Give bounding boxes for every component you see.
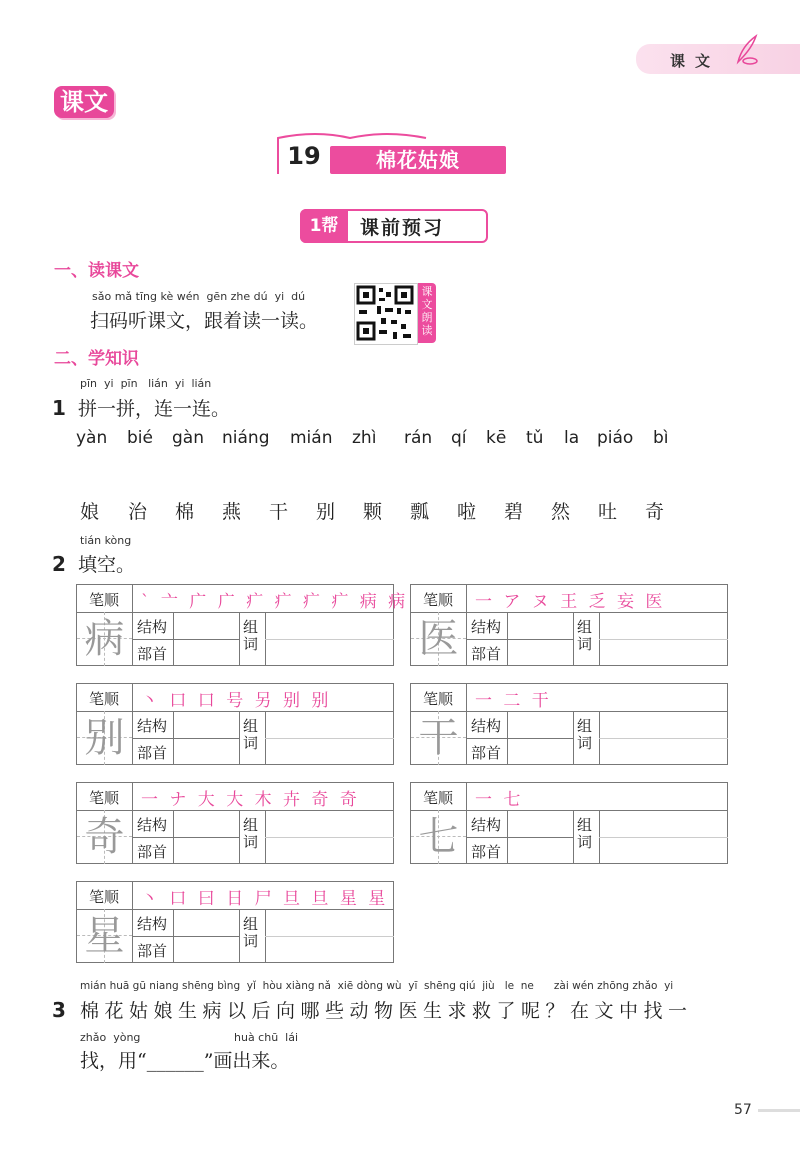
stroke-order: 丶 口 口 号 另 别 别	[141, 691, 332, 711]
q1-text: 拼一拼，连一连。	[78, 398, 231, 420]
bushou-label: 部首	[471, 744, 502, 762]
syllable[interactable]: qí	[451, 428, 467, 448]
character[interactable]: 奇	[645, 501, 665, 523]
syllable[interactable]: tǔ	[526, 428, 544, 448]
page-number: 57	[734, 1102, 752, 1118]
stroke-order: ` 亠 广 广 疒 疒 疒 疒 病 病	[141, 592, 409, 612]
bushou-label: 部首	[137, 744, 168, 762]
section-badge: 课文	[54, 86, 114, 118]
syllable[interactable]: zhì	[352, 428, 377, 448]
jiegou-label: 结构	[137, 618, 168, 636]
page-line	[758, 1109, 800, 1112]
header-tab-label: 课文	[670, 52, 721, 70]
stroke-card	[410, 782, 728, 864]
bushou-label: 部首	[137, 942, 168, 960]
q3-pinyin-line2a: zhǎo yòng	[80, 1031, 141, 1044]
zuci-label: 组词	[577, 717, 593, 752]
syllable[interactable]: piáo	[597, 428, 634, 448]
q3-number: 3	[52, 998, 66, 1022]
jiegou-label: 结构	[137, 816, 168, 834]
stroke-order: 一 七	[475, 790, 524, 810]
part1-heading: 一、读课文	[54, 261, 139, 281]
stroke-order: 一 二 干	[475, 691, 552, 711]
part1-pinyin: sǎo mǎ tīng kè wén gēn zhe dú yi dú	[92, 290, 306, 303]
subheading-tag: 1帮	[300, 209, 348, 243]
jiegou-label: 结构	[471, 618, 502, 636]
syllable[interactable]: niáng	[222, 428, 270, 448]
part2-heading: 二、学知识	[54, 349, 139, 369]
bishun-label: 笔顺	[423, 789, 454, 807]
syllable[interactable]: yàn	[76, 428, 108, 448]
q3-pinyin-line2b: huà chū lái	[234, 1031, 299, 1044]
bishun-label: 笔顺	[89, 690, 120, 708]
character[interactable]: 干	[269, 501, 289, 523]
q2-text: 填空。	[78, 554, 136, 576]
practice-character: 别	[84, 715, 125, 761]
bishun-label: 笔顺	[423, 591, 454, 609]
practice-character: 奇	[84, 814, 125, 860]
zuci-label: 组词	[243, 618, 259, 653]
stroke-card	[410, 683, 728, 765]
jiegou-label: 结构	[137, 717, 168, 735]
q1-syllable-row	[0, 428, 800, 452]
zuci-label: 组词	[243, 915, 259, 950]
character[interactable]: 棉	[175, 501, 195, 523]
zuci-label: 组词	[243, 816, 259, 851]
qr-label: 课文朗读	[418, 283, 436, 343]
bushou-label: 部首	[471, 645, 502, 663]
q3-pinyin-line1: mián huā gū niang shēng bìng yǐ hòu xiàng nǎ xiē dòng wù yī shēng qiú jiù le ne zài wén zhōng zhǎo yi	[80, 980, 674, 992]
q2-number: 2	[52, 552, 66, 576]
zuci-label: 组词	[243, 717, 259, 752]
syllable[interactable]: la	[564, 428, 580, 448]
q3-text-line2[interactable]: 找，用“______”画出来。	[80, 1050, 290, 1072]
stroke-card	[410, 584, 728, 666]
syllable[interactable]: rán	[404, 428, 433, 448]
syllable[interactable]: mián	[290, 428, 333, 448]
character[interactable]: 别	[316, 501, 336, 523]
q1-number: 1	[52, 396, 66, 420]
quill-icon	[732, 34, 760, 66]
stroke-order: 一 ナ 大 大 木 卉 奇 奇	[141, 790, 360, 810]
bishun-label: 笔顺	[423, 690, 454, 708]
stroke-card	[76, 683, 394, 765]
zuci-label: 组词	[577, 618, 593, 653]
q3-text-line1: 棉花姑娘生病以后向哪些动物医生求救了呢？在文中找一	[80, 1000, 693, 1022]
character[interactable]: 碧	[504, 501, 524, 523]
jiegou-label: 结构	[471, 816, 502, 834]
q1-character-row	[0, 497, 800, 525]
stroke-card	[76, 782, 394, 864]
syllable[interactable]: bié	[127, 428, 153, 448]
stroke-card	[76, 881, 394, 963]
syllable[interactable]: gàn	[172, 428, 204, 448]
subheading-title: 课前预习	[360, 217, 445, 239]
bushou-label: 部首	[137, 645, 168, 663]
qr-code-icon[interactable]	[354, 283, 418, 345]
bishun-label: 笔顺	[89, 888, 120, 906]
jiegou-label: 结构	[137, 915, 168, 933]
bushou-label: 部首	[137, 843, 168, 861]
practice-character: 星	[84, 913, 125, 959]
practice-character: 干	[418, 715, 459, 761]
stroke-row	[411, 783, 727, 811]
jiegou-label: 结构	[471, 717, 502, 735]
stroke-order: 一 ア ヌ 王 乏 妄 医	[475, 592, 666, 612]
lesson-title: 棉花姑娘	[376, 148, 460, 172]
lesson-number: 19	[287, 142, 321, 170]
practice-character: 病	[84, 616, 125, 662]
character[interactable]: 治	[128, 501, 148, 523]
syllable[interactable]: bì	[653, 428, 669, 448]
stroke-row	[411, 684, 727, 712]
stroke-card	[76, 584, 409, 666]
character[interactable]: 燕	[222, 501, 242, 523]
bishun-label: 笔顺	[89, 789, 120, 807]
part1-text: 扫码听课文，跟着读一读。	[90, 310, 319, 332]
q2-pinyin: tián kòng	[80, 534, 132, 547]
stroke-order: 丶 口 曰 日 尸 旦 旦 星 星	[141, 889, 389, 909]
bishun-label: 笔顺	[89, 591, 120, 609]
q1-pinyin: pīn yi pīn lián yi lián	[80, 377, 212, 390]
practice-character: 医	[418, 616, 459, 662]
character[interactable]: 吐	[598, 501, 618, 523]
character[interactable]: 颗	[363, 501, 383, 523]
bushou-label: 部首	[471, 843, 502, 861]
character[interactable]: 然	[551, 501, 571, 523]
practice-character: 七	[418, 814, 459, 860]
character[interactable]: 娘	[80, 501, 100, 523]
zuci-label: 组词	[577, 816, 593, 851]
character[interactable]: 瓢	[410, 501, 430, 523]
syllable[interactable]: kē	[486, 428, 507, 448]
character[interactable]: 啦	[457, 501, 477, 523]
